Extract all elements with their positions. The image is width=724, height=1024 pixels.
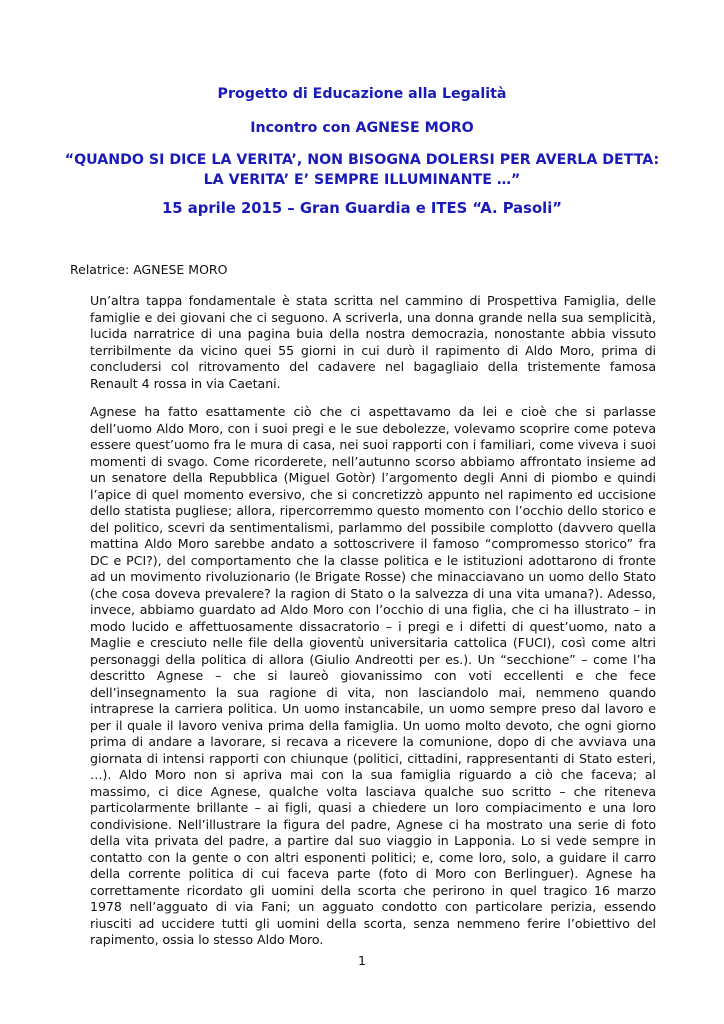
project-title: Progetto di Educazione alla Legalità (217, 86, 507, 102)
body-paragraph-1: Un’altra tappa fondamentale è stata scritta nel cammino di Prospettiva Famiglia, delle famiglie e dei giovani che ci seguono. A scriverla, una donna grande nella sua semplicità, lucida narratrice di una pagina buia della nostra democrazia, nonostante abbia vissuto terribilmente da vicino quei 55 giorni in cui durò il rapimento di Aldo Moro, prima di concludersi col ritrovamento del cadavere nel bagagliaio della tristemente famosa Renault 4 rossa in via Caetani. (90, 293, 656, 391)
page-number: 1 (358, 953, 366, 968)
speaker-line: Relatrice: AGNESE MORO (70, 262, 228, 277)
event-date-location: 15 aprile 2015 – Gran Guardia e ITES “A. Pasoli” (162, 200, 562, 217)
body-paragraph-2: Agnese ha fatto esattamente ciò che ci aspettavamo da lei e cioè che si parlasse dell’uomo Aldo Moro, con i suoi pregi e le sue debolezze, volevamo scoprire come poteva essere quest’uomo fra le mura di casa, nei suoi rapporti con i familiari, come viveva i suoi momenti di svago. Come ricorderete, nell’autunno scorso abbiamo affrontato insieme ad un senatore della Repubblica (Miguel Gotòr) l’argomento degli Anni di piombo e quindi l’apice di quel momento eversivo, che si concretizzò appunto nel rapimento ed uccisione dello statista pugliese; allora, ripercorremmo questo momento con l’occhio dello storico e del politico, scevri da sentimentalismi, parlammo del possibile complotto (davvero quella mattina Aldo Moro sarebbe andato a sottoscrivere il famoso “compromesso storico” fra DC e PCI?), del comportamento che la classe politica e le istituzioni adottarono di fronte ad un movimento rivoluzionario (le Brigate Rosse) che minacciavano un uomo dello Stato (che cosa doveva prevalere? la ragion di Stato o la salvezza di una vita umana?). Adesso, invece, abbiamo guardato ad Aldo Moro con l’occhio di una figlia, che ci ha illustrato – in modo lucido e affettuosamente dissacratorio – i pregi e i difetti di quest’uomo, nato a Maglie e cresciuto nelle file della gioventù universitaria cattolica (FUCI), così come altri personaggi della politica di allora (Giulio Andreotti per es.). Un “secchione” – come l’ha descritto Agnese – che si laureò giovanissimo con voti eccellenti e che fece dell’insegnamento la sua ragione di vita, non lasciandolo mai, nemmeno quando intraprese la carriera politica. Un uomo instancabile, un uomo sempre preso dal lavoro e per il quale il lavoro veniva prima della famiglia. Un uomo molto devoto, che ogni giorno prima di andare a lavorare, si recava a ricevere la comunione, dopo di che avviava una giornata di intensi rapporti con chiunque (politici, cittadini, rappresentanti di Stato esteri, …). Aldo Moro non si apriva mai con la sua famiglia riguardo a ciò che faceva; al massimo, ci dice Agnese, qualche volta lasciava qualche suo scritto – che riteneva particolarmente brillante – ai figli, quasi a chiedere un loro compiacimento e una loro condivisione. Nell’illustrare la figura del padre, Agnese ci ha mostrato una serie di foto della vita privata del padre, a partire dal suo viaggio in Lapponia. Lo si vede sempre in contatto con la gente o con altri esponenti politici; e, come loro, solo, a guidare il carro della corrente politica di cui faceva parte (foto di Moro con Berlinguer). Agnese ha correttamente ricordato gli uomini della scorta che perirono in quel tragico 16 marzo 1978 nell’agguato di via Fani; un agguato condotto con particolare perizia, essendo riusciti ad uccidere tutti gli uomini della scorta, senza nemmeno ferire l’obiettivo del rapimento, ossia lo stesso Aldo Moro. (90, 404, 656, 947)
meeting-title: Incontro con AGNESE MORO (250, 120, 474, 136)
quote-title: “QUANDO SI DICE LA VERITA’, NON BISOGNA DOLERSI PER AVERLA DETTA: LA VERITA’ E’ SEMPRE ILLUMINANTE …” (64, 152, 660, 188)
